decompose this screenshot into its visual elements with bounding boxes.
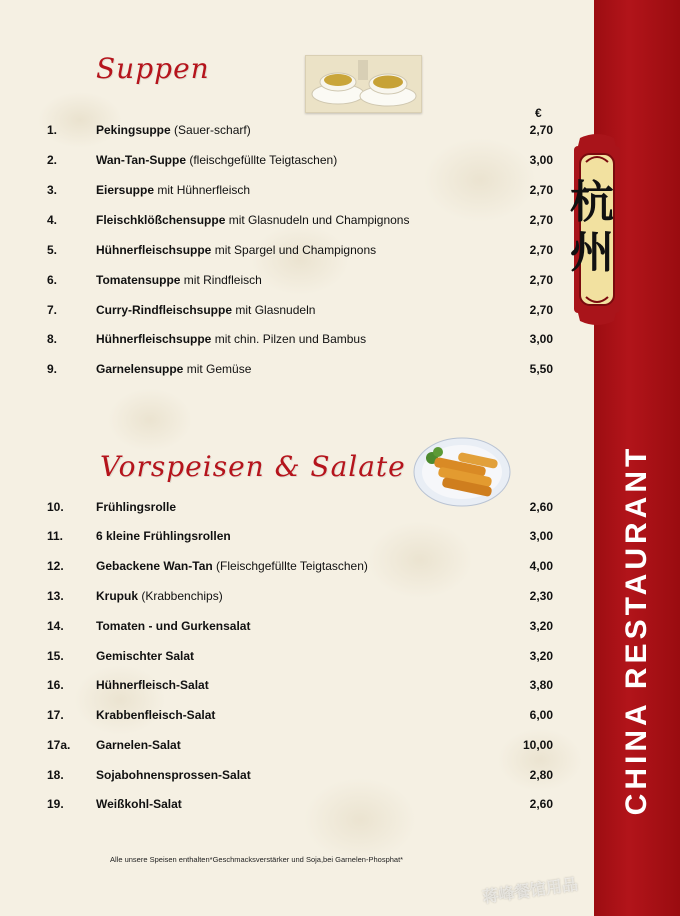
item-name-wrap xyxy=(96,649,194,663)
currency-header: € xyxy=(535,106,542,120)
item-name: Tomatensuppe xyxy=(96,273,181,287)
item-name-wrap xyxy=(96,738,181,752)
menu-item xyxy=(0,303,594,323)
item-name-wrap xyxy=(96,332,366,346)
item-price: 2,30 xyxy=(529,589,553,603)
menu-item xyxy=(0,213,594,233)
menu-item xyxy=(0,738,594,758)
item-price: 3,20 xyxy=(529,619,553,633)
menu-item xyxy=(0,243,594,263)
item-number: 16. xyxy=(47,678,64,692)
item-name: Gebackene Wan-Tan xyxy=(96,559,213,573)
item-number: 4. xyxy=(47,213,58,227)
vertical-title-text: CHINA RESTAURANT xyxy=(620,444,653,816)
item-number: 12. xyxy=(47,559,64,573)
item-number: 18. xyxy=(47,768,64,782)
soup-photo xyxy=(305,55,422,113)
item-name: Weißkohl-Salat xyxy=(96,797,182,811)
item-number: 2. xyxy=(47,153,58,167)
item-name-wrap xyxy=(96,559,368,573)
spring-rolls-photo xyxy=(412,436,512,508)
item-name: Fleischklößchensuppe xyxy=(96,213,226,227)
menu-item xyxy=(0,559,594,579)
item-name-wrap xyxy=(96,243,376,257)
item-number: 10. xyxy=(47,500,64,514)
item-name: Pekingsuppe xyxy=(96,123,171,137)
item-description: mit Glasnudeln und Champignons xyxy=(225,213,410,227)
item-description: mit Gemüse xyxy=(183,362,252,376)
item-price: 3,00 xyxy=(529,529,553,543)
item-name: Frühlingsrolle xyxy=(96,500,177,514)
item-description: mit chin. Pilzen und Bambus xyxy=(211,332,367,346)
item-name-wrap xyxy=(96,619,250,633)
item-price: 3,00 xyxy=(529,332,553,346)
item-price: 2,80 xyxy=(529,768,553,782)
item-price: 6,00 xyxy=(529,708,553,722)
item-number: 17a. xyxy=(47,738,71,752)
item-price: 2,70 xyxy=(529,243,553,257)
item-description: (Krabbenchips) xyxy=(138,589,223,603)
emblem-char: 州 xyxy=(570,227,614,278)
menu-item xyxy=(0,273,594,293)
menu-item xyxy=(0,589,594,609)
item-name-wrap xyxy=(96,797,182,811)
item-description: mit Hühnerfleisch xyxy=(154,183,251,197)
item-price: 3,20 xyxy=(529,649,553,663)
menu-item xyxy=(0,797,594,817)
item-name: Wan-Tan-Suppe xyxy=(96,153,186,167)
item-name: Eiersuppe xyxy=(96,183,155,197)
item-name: Sojabohnensprossen-Salat xyxy=(96,768,251,782)
item-number: 17. xyxy=(47,708,64,722)
item-number: 11. xyxy=(47,529,64,543)
menu-item xyxy=(0,708,594,728)
item-description: mit Rindfleisch xyxy=(180,273,262,287)
item-name: Krupuk xyxy=(96,589,138,603)
item-name-wrap xyxy=(96,213,409,227)
menu-item xyxy=(0,153,594,173)
menu-item xyxy=(0,183,594,203)
section-title-starters: Vorspeisen & Salate xyxy=(100,450,406,483)
item-number: 3. xyxy=(47,183,58,197)
item-name: Hühnerfleisch-Salat xyxy=(96,678,209,692)
item-number: 15. xyxy=(47,649,64,663)
emblem-char: 杭 xyxy=(570,177,614,228)
item-number: 9. xyxy=(47,362,58,376)
menu-item xyxy=(0,362,594,382)
item-name-wrap xyxy=(96,500,176,514)
item-description: (Fleischgefüllte Teigtaschen) xyxy=(212,559,368,573)
item-description: mit Spargel und Champignons xyxy=(211,243,377,257)
item-price: 3,80 xyxy=(529,678,553,692)
item-name: Gemischter Salat xyxy=(96,649,195,663)
item-price: 2,60 xyxy=(529,797,553,811)
item-price: 2,60 xyxy=(529,500,553,514)
item-name-wrap xyxy=(96,678,209,692)
item-name: Krabbenfleisch-Salat xyxy=(96,708,216,722)
item-name-wrap xyxy=(96,589,223,603)
item-number: 6. xyxy=(47,273,58,287)
item-number: 14. xyxy=(47,619,64,633)
item-price: 2,70 xyxy=(529,183,553,197)
section-title-soups: Suppen xyxy=(96,52,210,85)
menu-item xyxy=(0,529,594,549)
menu-item xyxy=(0,332,594,352)
item-name-wrap xyxy=(96,153,337,167)
item-name-wrap xyxy=(96,183,250,197)
item-price: 2,70 xyxy=(529,213,553,227)
item-price: 2,70 xyxy=(529,123,553,137)
item-name-wrap xyxy=(96,362,251,376)
menu-item xyxy=(0,500,594,520)
item-name-wrap xyxy=(96,708,215,722)
item-price: 2,70 xyxy=(529,273,553,287)
allergen-footnote: Alle unsere Speisen enthalten*Geschmacksverstärker und Soja,bei Garnelen-Phosphat* xyxy=(110,855,404,864)
menu-item xyxy=(0,768,594,788)
item-number: 5. xyxy=(47,243,58,257)
item-name: Garnelensuppe xyxy=(96,362,184,376)
watermark: 蒋峰餐馆用品 xyxy=(481,874,580,907)
item-name: Hühnerfleischsuppe xyxy=(96,332,212,346)
item-name: Hühnerfleischsuppe xyxy=(96,243,212,257)
item-price: 5,50 xyxy=(529,362,553,376)
item-number: 13. xyxy=(47,589,64,603)
item-name: 6 kleine Frühlingsrollen xyxy=(96,529,231,543)
menu-item xyxy=(0,123,594,143)
vertical-title xyxy=(594,420,680,840)
item-name: Curry-Rindfleischsuppe xyxy=(96,303,233,317)
item-description: mit Glasnudeln xyxy=(232,303,316,317)
item-name-wrap xyxy=(96,529,231,543)
item-name-wrap xyxy=(96,303,315,317)
item-name-wrap xyxy=(96,123,251,137)
menu-item xyxy=(0,649,594,669)
item-name-wrap xyxy=(96,768,251,782)
menu-item xyxy=(0,619,594,639)
item-price: 3,00 xyxy=(529,153,553,167)
item-number: 19. xyxy=(47,797,64,811)
item-price: 10,00 xyxy=(522,738,553,752)
item-price: 4,00 xyxy=(529,559,553,573)
item-name: Tomaten - und Gurkensalat xyxy=(96,619,251,633)
item-name-wrap xyxy=(96,273,262,287)
item-number: 1. xyxy=(47,123,58,137)
menu-item xyxy=(0,678,594,698)
item-number: 7. xyxy=(47,303,58,317)
item-number: 8. xyxy=(47,332,58,346)
item-name: Garnelen-Salat xyxy=(96,738,181,752)
item-price: 2,70 xyxy=(529,303,553,317)
item-description: (fleischgefüllte Teigtaschen) xyxy=(186,153,338,167)
item-description: (Sauer-scharf) xyxy=(170,123,251,137)
